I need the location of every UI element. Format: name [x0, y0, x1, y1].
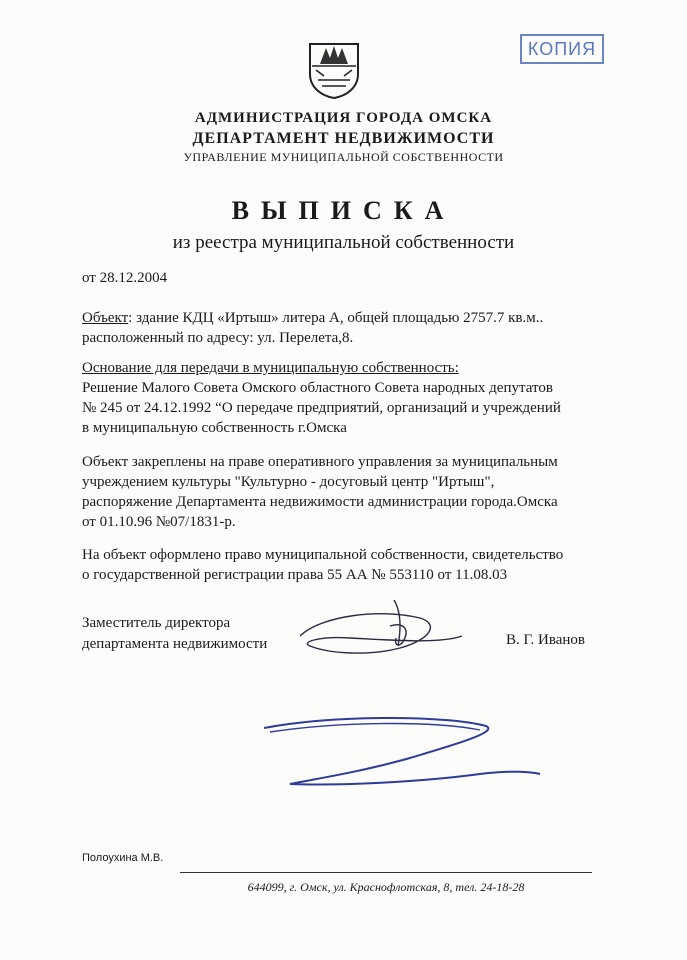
copy-stamp: КОПИЯ — [520, 34, 604, 64]
org-name-division: УПРАВЛЕНИЕ МУНИЦИПАЛЬНОЙ СОБСТВЕННОСТИ — [183, 150, 504, 164]
registration-line: о государственной регистрации права 55 АА № 553110 от 11.08.03 — [82, 567, 508, 583]
signatory-position-line: департамента недвижимости — [82, 636, 268, 652]
object-paragraph — [82, 308, 602, 328]
assignment-line: Объект закреплены на праве оперативного управления за муниципальным — [82, 454, 558, 470]
document-title: ВЫПИСКА — [231, 196, 456, 225]
assignment-line: распоряжение Департамента недвижимости администрации города.Омска — [82, 494, 558, 510]
registration-line: На объект оформлено право муниципальной собственности, свидетельство — [82, 547, 564, 563]
signatory-position — [82, 613, 267, 655]
document-subtitle: из реестра муниципальной собственности — [172, 232, 515, 253]
assignment-line: учреждением культуры "Культурно - досуговый центр "Иртыш", — [82, 474, 495, 490]
basis-line: Решение Малого Совета Омского областного Совета народных депутатов — [82, 380, 553, 396]
handwritten-signature — [290, 596, 470, 670]
footer-divider — [180, 872, 592, 873]
executor-name: Полоухина М.В. — [82, 852, 164, 864]
handwritten-scribble — [250, 712, 550, 798]
coat-of-arms-emblem — [306, 40, 362, 100]
basis-line: в муниципальную собственность г.Омска — [82, 420, 347, 436]
signatory-name: В. Г. Иванов — [506, 632, 585, 648]
org-name-administration: АДМИНИСТРАЦИЯ ГОРОДА ОМСКА — [194, 110, 493, 126]
basis-label: Основание для передачи в муниципальную собственность: — [82, 360, 459, 376]
object-description: : здание КДЦ «Иртыш» литера А, общей площадью 2757.7 кв.м.. — [128, 310, 544, 326]
document-date: от 28.12.2004 — [82, 270, 168, 286]
footer-address: 644099, г. Омск, ул. Краснофлотская, 8, тел. 24-18-28 — [247, 880, 525, 894]
org-name-department: ДЕПАРТАМЕНТ НЕДВИЖИМОСТИ — [192, 130, 495, 147]
assignment-line: от 01.10.96 №07/1831-р. — [82, 514, 236, 530]
basis-line: № 245 от 24.12.1992 “О передаче предприятий, организаций и учреждений — [82, 400, 561, 416]
object-label: Объект — [82, 310, 129, 326]
object-address: расположенный по адресу: ул. Перелета,8. — [82, 330, 354, 346]
signatory-position-line: Заместитель директора — [82, 615, 231, 631]
